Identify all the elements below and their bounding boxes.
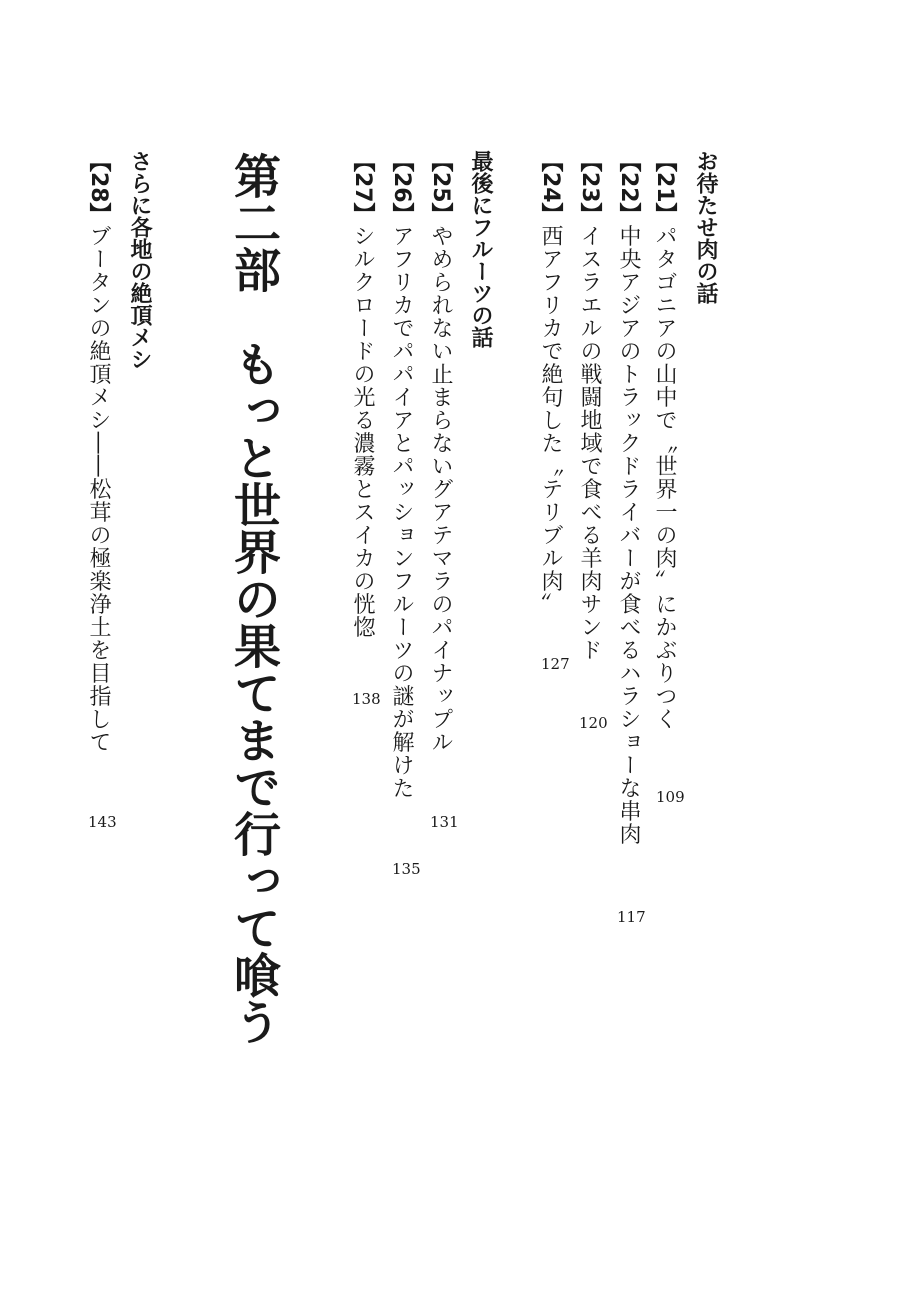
page-number-27: 138 [352, 690, 381, 708]
section-heading-local: さらに各地の絶頂メシ [127, 150, 152, 370]
page-number-24: 127 [541, 655, 570, 673]
page-number-26: 135 [392, 860, 421, 878]
toc-entry-21[interactable] [653, 150, 675, 731]
entry-number: 【22】 [616, 150, 641, 225]
entry-number: 【28】 [86, 150, 111, 225]
toc-entry-25[interactable] [429, 150, 451, 754]
section-heading-fruit: 最後にフルーツの話 [468, 150, 493, 348]
entry-title: イスラエルの戦闘地域で食べる羊肉サンド [577, 224, 602, 662]
entry-number: 【24】 [538, 150, 563, 225]
entry-number: 【27】 [350, 150, 375, 225]
entry-title: シルクロードの光る濃霧とスイカの恍惚 [350, 224, 375, 639]
entry-title: アフリカでパパイアとパッションフルーツの謎が解けた [389, 224, 414, 800]
toc-entry-27[interactable] [351, 150, 373, 639]
entry-number: 【21】 [652, 150, 677, 225]
toc-entry-22[interactable] [617, 150, 639, 846]
page-number-21: 109 [656, 788, 685, 806]
entry-number: 【23】 [577, 150, 602, 225]
page-number-23: 120 [579, 714, 608, 732]
toc-entry-24[interactable] [539, 150, 561, 616]
entry-title: やめられない止まらないグアテマラのパイナップル [428, 224, 453, 754]
page-number-25: 131 [430, 813, 459, 831]
toc-entry-28[interactable] [87, 150, 109, 754]
entry-number: 【26】 [389, 150, 414, 225]
toc-entry-23[interactable] [578, 150, 600, 662]
entry-title: 中央アジアのトラックドライバーが食べるハラショーな串肉 [616, 224, 641, 846]
entry-title: パタゴニアの山中で〝世界一の肉〞にかぶりつく [652, 224, 677, 731]
page-number-28: 143 [88, 813, 117, 831]
entry-title: 西アフリカで絶句した〝テリブル肉〞 [538, 224, 563, 616]
entry-number: 【25】 [428, 150, 453, 225]
toc-entry-26[interactable] [390, 150, 412, 800]
section-heading-meat: お待たせ肉の話 [693, 150, 718, 304]
entry-title: ブータンの絶頂メシ――松茸の極楽浄土を目指して [86, 224, 111, 754]
part-title: 第二部 もっと世界の果てまで行って喰う [226, 152, 281, 1045]
page-number-22: 117 [617, 908, 646, 926]
